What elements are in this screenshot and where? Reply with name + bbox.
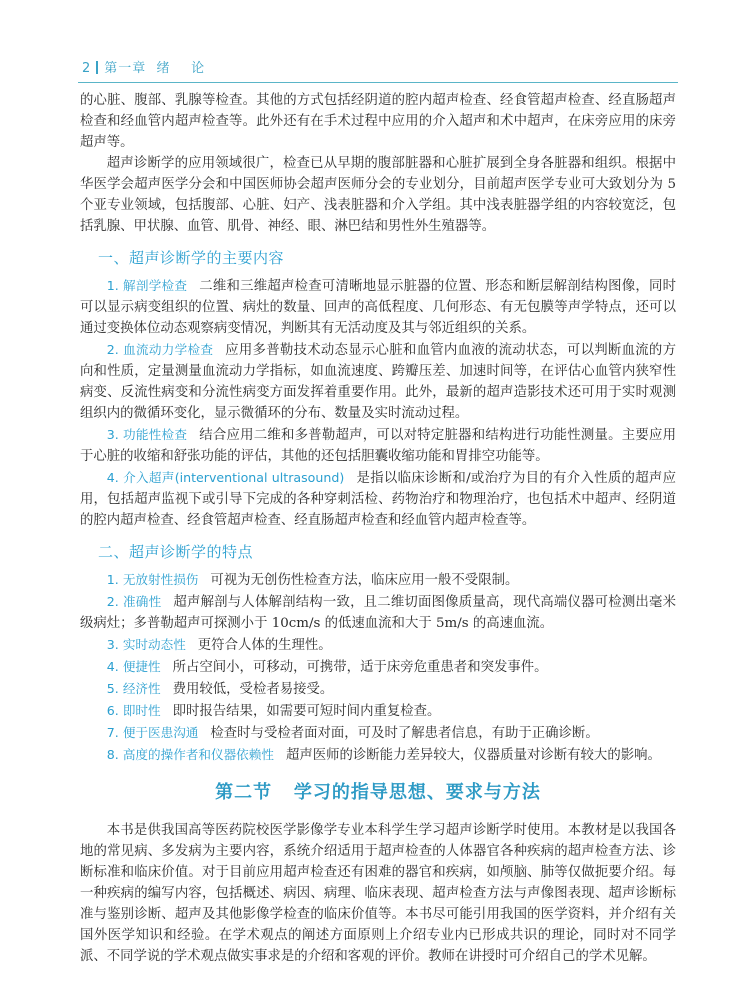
list-item [80,744,676,766]
list-item [80,424,676,467]
item-text: 检查时与受检者面对面，可及时了解患者信息，有助于正确诊断。 [210,726,599,741]
page-body [80,90,676,967]
item-term: 6. 即时性 [106,703,161,718]
item-term: 7. 便于医患沟通 [106,725,199,740]
item-text: 所占空间小，可移动，可携带，适于床旁危重患者和突发事件。 [172,660,548,675]
item-term: 4. 便捷性 [106,659,161,674]
item-term: 3. 实时动态性 [106,637,186,652]
list-item [80,569,676,591]
list-item [80,678,676,700]
item-term: 1. 解剖学检查 [106,278,188,293]
running-header [78,60,678,83]
list-item [80,722,676,744]
section-heading-main-content: 一、超声诊断学的主要内容 [98,249,285,267]
list-item [80,275,676,339]
item-text: 超声解剖与人体解剖结构一致，且二维切面图像质量高，现代高端仪器可检测出毫米级病灶；多普勒超声可探测小于 10cm/s 的低速血流和大于 5m/s 的高速血流。 [80,595,677,631]
section-title: 第二节 学习的指导思想、要求与方法 [215,782,541,803]
list-item [80,700,676,722]
item-text: 结合应用二维和多普勒超声，可以对特定脏器和结构进行功能性测量。主要应用于心脏的收缩和舒张功能的评估，其他的还包括胆囊收缩功能和胃排空功能等。 [80,428,676,464]
chapter-title: 第一章 绪 论 [104,61,206,76]
list-item [80,656,676,678]
list-item [80,467,676,531]
item-term: 1. 无放射性损伤 [106,572,199,587]
item-term: 5. 经济性 [106,681,161,696]
item-term: 2. 准确性 [106,594,162,609]
list-item [80,339,676,424]
closing-paragraph: 本书是供我国高等医药院校医学影像学专业本科学生学习超声诊断学时使用。本教材是以我国各地的常见病、多发病为主要内容，系统介绍适用于超声检查的人体器官各种疾病的超声检查方法、诊断标准和临床价值。对于目前应用超声检查还有困难的器官和疾病，如颅脑、肺等仅做扼要介绍。每一种疾病的编写内容，包括概述、病因、病理、临床表现、超声检查方法与声像图表现、超声诊断标准与鉴别诊断、超声及其他影像学检查的临床价值等。本书尽可能引用我国的医学资料，并介绍有关国外医学知识和经验。在学术观点的阐述方面原则上介绍专业内已形成共识的理论，同时对不同学派、不同学说的学术观点做实事求是的介绍和客观的评价。教师在讲授时可介绍自己的学术见解。 [80,823,676,964]
header-divider [96,61,98,74]
item-text: 超声医师的诊断能力差异较大，仪器质量对诊断有较大的影响。 [285,748,661,763]
item-text: 是指以临床诊断和/或治疗为目的有介入性质的超声应用，包括超声监视下或引导下完成的各种穿刺活检、药物治疗和物理治疗，也包括术中超声、经阴道的腔内超声检查、经食管超声检查、经直肠超声检查和经血管内超声检查等。 [80,471,676,528]
intro-paragraph: 超声诊断学的应用领域很广，检查已从早期的腹部脏器和心脏扩展到全身各脏器和组织。根据中华医学会超声医学分会和中国医师协会超声医师分会的专业划分，目前超声医学专业可大致划分为 5 个亚专业领域，包括腹部、心脏、妇产、浅表脏器和介入学组。其中浅表脏器学组的内容较宽泛，包括乳腺、甲状腺、血管、肌骨、神经、眼、淋巴结和男性外生殖器等。 [80,156,676,234]
item-text: 即时报告结果，如需要可短时间内重复检查。 [172,704,441,719]
item-text: 应用多普勒技术动态显示心脏和血管内血液的流动状态，可以判断血流的方向和性质，定量测量血流动力学指标，如血流速度、跨瓣压差、加速时间等，在评估心血管内狭窄性病变、反流性病变和分流性病变方面发挥着重要作用。此外，最新的超声造影技术还可用于实时观测组织内的微循环变化，显示微循环的分布、数量及实时流动过程。 [80,343,676,421]
list-item [80,591,676,634]
item-term: 2. 血流动力学检查 [106,342,214,357]
intro-paragraph-continued: 的心脏、腹部、乳腺等检查。其他的方式包括经阴道的腔内超声检查、经食管超声检查、经直肠超声检查和经血管内超声检查等。此外还有在手术过程中应用的介入超声和术中超声，在床旁应用的床旁超声等。 [80,93,676,150]
list-item [80,634,676,656]
item-text: 二维和三维超声检查可清晰地显示脏器的位置、形态和断层解剖结构图像，同时可以显示病变组织的位置、病灶的数量、回声的高低程度、几何形态、有无包膜等声学特点，还可以通过变换体位动态观察病变情况，判断其有无活动度及其与邻近组织的关系。 [80,279,676,336]
item-text: 更符合人体的生理性。 [197,638,332,653]
item-term: 4. 介入超声(interventional ultrasound) [106,470,345,485]
item-text: 费用较低，受检者易接受。 [172,682,334,697]
page-number: 2 [82,61,91,76]
section-heading-features: 二、超声诊断学的特点 [98,543,254,561]
item-text: 可视为无创伤性检查方法，临床应用一般不受限制。 [210,573,519,588]
item-term: 8. 高度的操作者和仪器依赖性 [106,747,274,762]
item-term: 3. 功能性检查 [106,427,188,442]
